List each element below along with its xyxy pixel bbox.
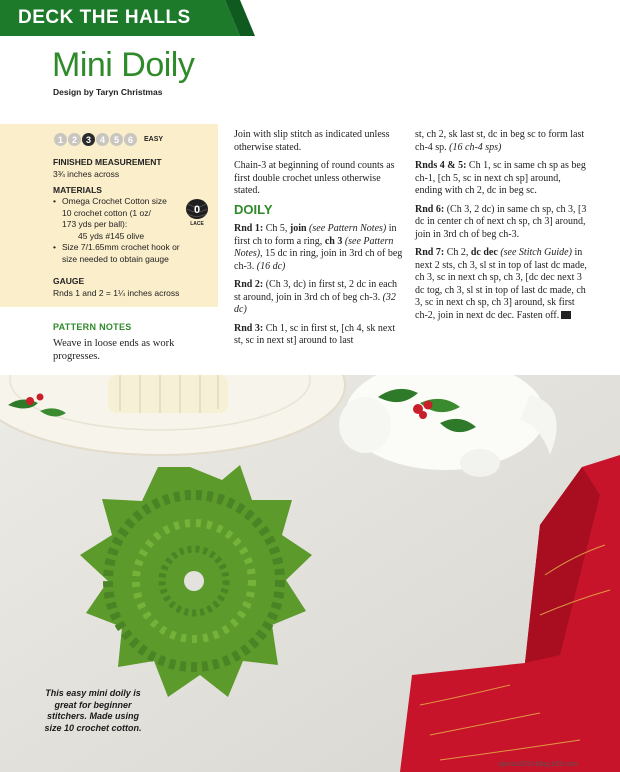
round-3: Rnd 3: Ch 1, sc in first st, [ch 4, sk next st, sc in next st] around to last: [234, 322, 396, 346]
skill-level-indicator: [54, 133, 163, 146]
skill-label: EASY: [144, 136, 164, 143]
yarn-weight-label: LACE: [190, 221, 204, 226]
gauge-value: Rnds 1 and 2 = 1¼ inches across: [53, 288, 180, 298]
rounds-4-5: Rnds 4 & 5: Ch 1, sc in same ch sp as beg ch-1, [ch 5, sc in next ch sp] around, ending with ch 2, dc in beg sc.: [415, 160, 586, 196]
yarn-weight-number: 0: [193, 204, 201, 216]
materials-heading: MATERIALS: [53, 185, 102, 195]
skill-level-1: 1: [54, 133, 67, 146]
pattern-note: Weave in loose ends as work progresses.: [53, 338, 175, 362]
skill-level-3-selected: 3: [82, 133, 95, 146]
round-2: Rnd 2: (Ch 3, dc) in first st, 2 dc in each st around, join in 3rd ch of beg ch-3. (32 dc): [234, 279, 398, 315]
material-item: • Omega Crochet Cotton size 10 crochet cotton (1 oz/ 173 yds per ball): 45 yds #145 olive: [53, 196, 183, 242]
skill-level-6: 6: [124, 133, 137, 146]
pattern-note: Chain-3 at beginning of round counts as first double crochet unless otherwise stated.: [234, 160, 395, 196]
candle: [108, 375, 228, 413]
end-mark-icon: [561, 311, 571, 319]
finished-heading: FINISHED MEASUREMENT: [53, 157, 162, 167]
finished-value: 3¾ inches across: [53, 169, 120, 179]
instructions-column-2: [234, 129, 404, 354]
round-6: Rnd 6: (Ch 3, 2 dc) in same ch sp, ch 3, [3 dc in center ch of next ch sp, ch 3] around, join in 3rd ch of beg ch-3.: [415, 203, 587, 240]
watermark-text: sjznou2010.blog.163.com: [498, 761, 578, 768]
material-item: • Size 7/1.65mm crochet hook or size needed to obtain gauge: [53, 242, 183, 265]
materials-list: [53, 196, 183, 265]
skill-level-5: 5: [110, 133, 123, 146]
round-7: Rnd 7: Ch 2, dc dec (see Stitch Guide) in next 2 sts, ch 3, sl st in top of last dc made, ch 3, sc in next ch sp, ch 3, [dc dec next 3 dc tog, ch 3, sl st in top of last dc made, ch 3, sc in next ch sp, ch 3] around, sk first ch-2, join in next dc dec. Fasten off.: [415, 247, 587, 321]
page-title: Mini Doily: [52, 46, 195, 84]
pattern-notes-heading: PATTERN NOTES: [53, 322, 132, 332]
doily-heading: DOILY: [234, 201, 273, 217]
banner-text: DECK THE HALLS: [18, 7, 191, 28]
skill-level-4: 4: [96, 133, 109, 146]
designer-credit: Design by Taryn Christmas: [53, 87, 163, 97]
yarn-weight-icon: [184, 198, 210, 226]
instructions-column-3: [415, 129, 587, 328]
pattern-note: Join with slip stitch as indicated unless otherwise stated.: [234, 129, 390, 153]
skill-level-2: 2: [68, 133, 81, 146]
photo-caption: This easy mini doily is great for beginner stitchers. Made using size 10 crochet cotton.: [44, 688, 142, 733]
round-1: Rnd 1: Ch 5, join (see Pattern Notes) in first ch to form a ring, ch 3 (see Pattern Notes), 15 dc in ring, join in 3rd ch of beg ch-3. (16 dc): [234, 223, 403, 272]
gauge-heading: GAUGE: [53, 276, 85, 286]
round-3-continued: st, ch 2, sk last st, dc in beg sc to form last ch-4 sp. (16 ch-4 sps): [415, 129, 585, 153]
